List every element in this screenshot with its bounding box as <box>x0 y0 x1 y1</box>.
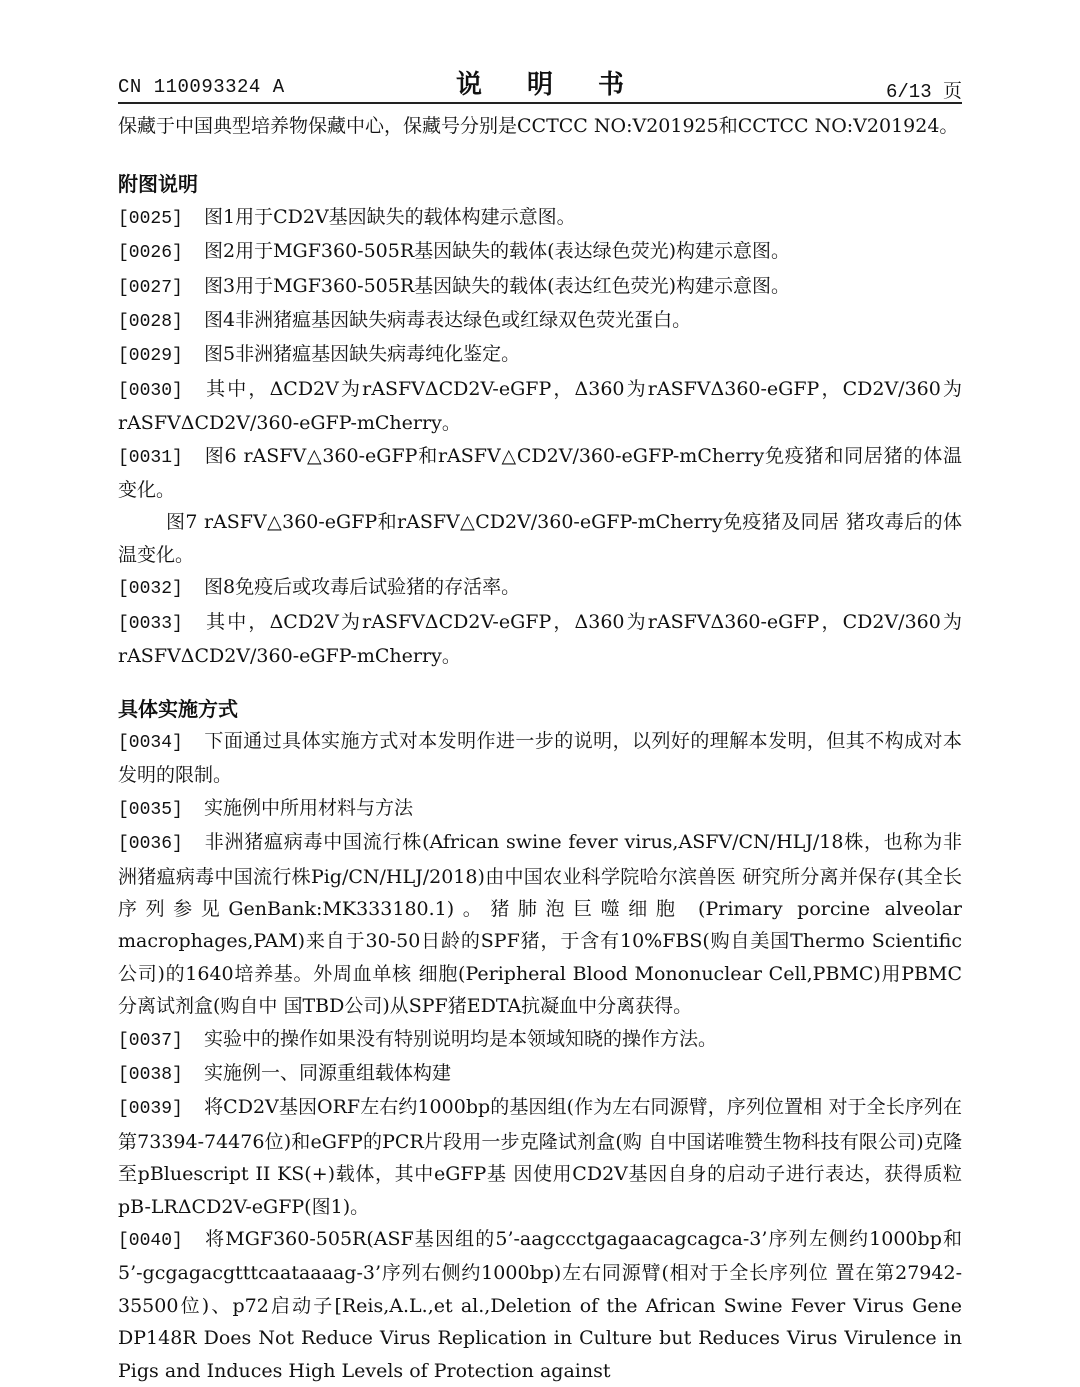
paragraph-text: 将CD2V基因ORF左右约1000bp的基因组(作为左右同源臂，序列位置相 对于全长序列在第73394-74476位)和eGFP的PCR片段用一步克隆试剂盒(购 自中国诺唯赞生物科技有限公司)克隆至pBluescript II KS(+)载体，其中eGFP基 因使用CD2V基因自身的启动子进行表达，获得质粒pB-LRΔCD2V-eGFP(图1)。 <box>118 1096 962 1218</box>
paragraph-0030 <box>118 373 962 440</box>
paragraph-text: 图6 rASFV△360-eGFP和rASFV△CD2V/360-eGFP-mCherry免疫猪和同居猪的体温变化。 <box>118 444 962 502</box>
paragraph-tag: [0037] <box>118 1030 183 1051</box>
paragraph-0031 <box>118 440 962 507</box>
paragraph-text: 实施例一、同源重组载体构建 <box>204 1061 452 1084</box>
intro-paragraph: 保藏于中国典型培养物保藏中心，保藏号分别是CCTCC NO:V201925和CCTCC NO:V201924。 <box>118 115 959 137</box>
page-header <box>118 64 962 103</box>
paragraph-text: 将MGF360-505R(ASF基因组的5’-aagccctgagaacagcagca-3’序列左侧约1000bp和5’-gcgagacgtttcaataaaag-3’序列右侧约1000bp)左右同源臂(相对于全长序列位 置在第27942-35500位)、p72启动子[Reis,A.L.,et al.,Deletion of the African Swine Fever Virus Gene DP148R Does Not Reduce Virus Replication in Culture but Reduces Virus Virulence in Pigs and Induces High Levels of Protection against <box>118 1228 962 1382</box>
paragraph-0039 <box>118 1091 962 1223</box>
paragraph-tag: [0025] <box>118 208 183 229</box>
paragraph-0035 <box>118 792 962 826</box>
document-title: 说 明 书 <box>455 70 643 100</box>
paragraph-0025 <box>118 201 962 235</box>
paragraph-text: 图5非洲猪瘟基因缺失病毒纯化鉴定。 <box>204 343 521 366</box>
paragraph-text: 其中，ΔCD2V为rASFVΔCD2V-eGFP，Δ360为rASFVΔ360-eGFP，CD2V/360为rASFVΔCD2V/360-eGFP-mCherry。 <box>118 610 962 668</box>
header-divider <box>118 102 962 104</box>
document-body <box>118 110 962 1387</box>
paragraph-tag: [0032] <box>118 579 183 600</box>
paragraph-text: 图3用于MGF360-505R基因缺失的载体(表达红色荧光)构建示意图。 <box>204 274 790 297</box>
paragraph-text: 非洲猪瘟病毒中国流行株(African swine fever virus,ASFV/CN/HLJ/18株，也称为非洲猪瘟病毒中国流行株Pig/CN/HLJ/2018)由中国农业科学院哈尔滨兽医 研究所分离并保存(其全长序列参见GenBank:MK333180.1)。猪肺泡巨噬细胞 (Primary porcine alveolar macrophages,PAM)来自于30-50日龄的SPF猪，于含有10%FBS(购自美国Thermo Scientific公司)的1640培养基。外周血单核 细胞(Peripheral Blood Mononuclear Cell,PBMC)用PBMC分离试剂盒(购自中 国TBD公司)从SPF猪EDTA抗凝血中分离获得。 <box>118 831 962 1018</box>
paragraph-0028 <box>118 304 962 338</box>
paragraph-text: 其中，ΔCD2V为rASFVΔCD2V-eGFP，Δ360为rASFVΔ360-eGFP，CD2V/360为rASFVΔCD2V/360-eGFP-mCherry。 <box>118 377 962 435</box>
paragraph-text: 下面通过具体实施方式对本发明作进一步的说明，以列好的理解本发明，但其不构成对本发明的限制。 <box>118 729 962 787</box>
paragraph-text: 图8免疫后或攻毒后试验猪的存活率。 <box>204 576 521 599</box>
paragraph-0032 <box>118 571 962 605</box>
paragraph-0040 <box>118 1223 962 1387</box>
paragraph-tag: [0027] <box>118 277 183 298</box>
paragraph-tag: [0033] <box>118 613 183 634</box>
document-number: CN 110093324 A <box>118 76 285 98</box>
paragraph-text: 实施例中所用材料与方法 <box>204 796 414 819</box>
paragraph-tag: [0040] <box>118 1231 183 1251</box>
figures-heading: 附图说明 <box>118 172 198 197</box>
paragraph-tag: [0038] <box>118 1064 183 1085</box>
paragraph-tag: [0029] <box>118 346 183 367</box>
paragraph-0037 <box>118 1023 962 1057</box>
paragraph-tag: [0035] <box>118 799 183 820</box>
paragraph-tag: [0031] <box>118 447 183 468</box>
paragraph-tag: [0028] <box>118 312 183 333</box>
paragraph-tag: [0036] <box>118 834 183 855</box>
paragraph-tag: [0034] <box>118 732 183 753</box>
paragraph-0036 <box>118 826 962 1022</box>
figure-7-paragraph: 图7 rASFV△360-eGFP和rASFV△CD2V/360-eGFP-mCherry免疫猪及同居 猪攻毒后的体温变化。 <box>118 511 962 566</box>
paragraph-text: 图4非洲猪瘟基因缺失病毒表达绿色或红绿双色荧光蛋白。 <box>204 309 692 332</box>
paragraph-0026 <box>118 235 962 269</box>
paragraph-text: 图2用于MGF360-505R基因缺失的载体(表达绿色荧光)构建示意图。 <box>204 240 790 263</box>
page-number: 6/13 页 <box>885 81 962 103</box>
paragraph-0038 <box>118 1057 962 1091</box>
implementation-heading: 具体实施方式 <box>118 696 238 721</box>
paragraph-0033 <box>118 606 962 673</box>
paragraph-tag: [0030] <box>118 380 183 401</box>
paragraph-0027 <box>118 270 962 304</box>
paragraph-tag: [0026] <box>118 243 183 264</box>
paragraph-tag: [0039] <box>118 1099 183 1120</box>
paragraph-0029 <box>118 338 962 372</box>
paragraph-text: 图1用于CD2V基因缺失的载体构建示意图。 <box>204 205 576 228</box>
paragraph-text: 实验中的操作如果没有特别说明均是本领域知晓的操作方法。 <box>204 1027 718 1050</box>
paragraph-0034 <box>118 725 962 792</box>
